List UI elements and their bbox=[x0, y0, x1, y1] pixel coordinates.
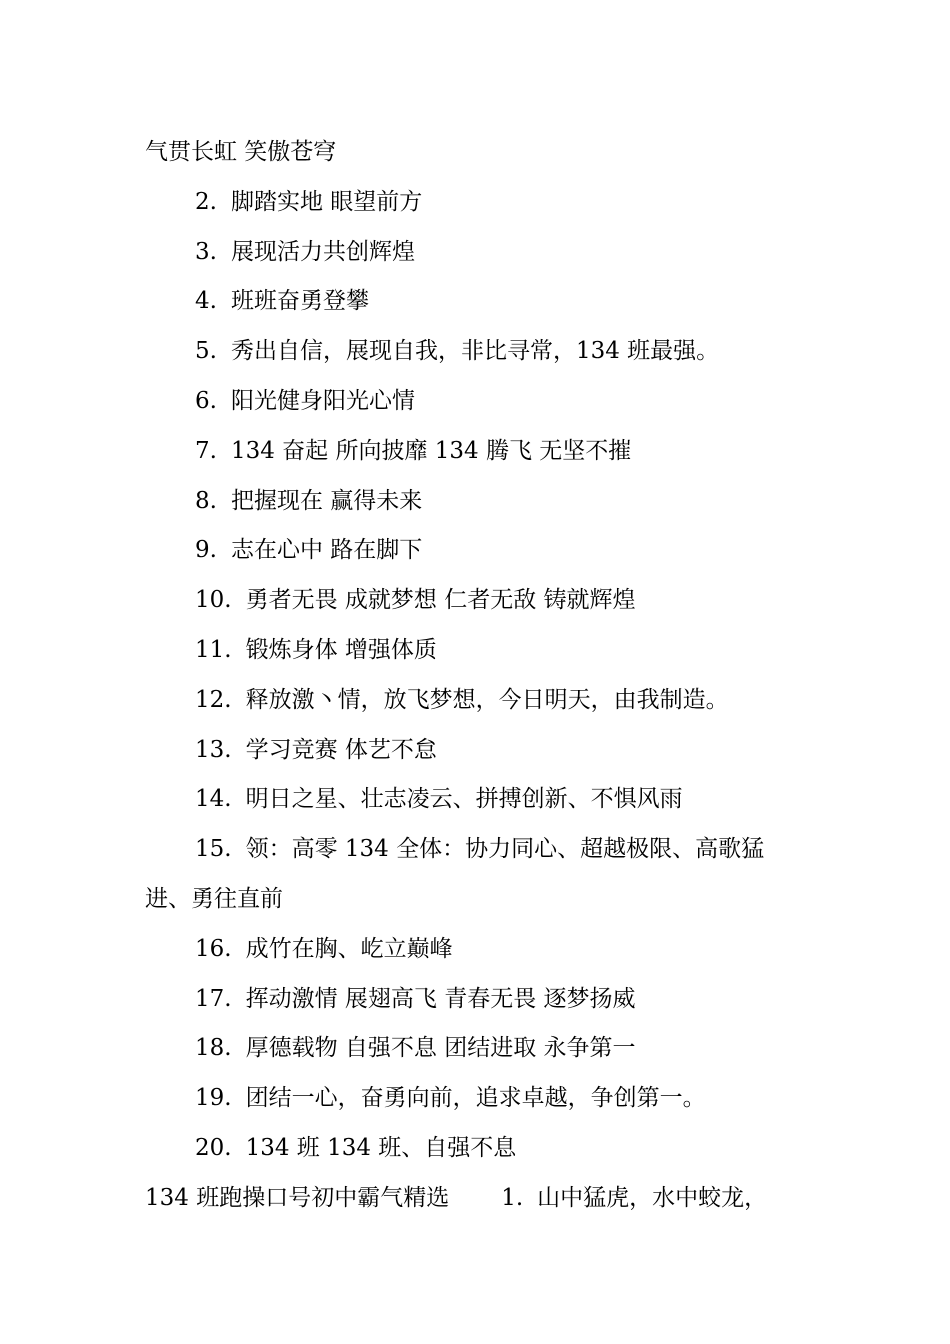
list-item-text: 释放激丶情，放飞梦想，今日明天，由我制造。 bbox=[245, 686, 729, 713]
list-item-number: 2. bbox=[195, 188, 217, 215]
list-item-text: 班班奋勇登攀 bbox=[230, 288, 369, 315]
list-item-text: 阳光健身阳光心情 bbox=[230, 387, 415, 414]
list-item-text: 学习竞赛 体艺不怠 bbox=[245, 736, 437, 763]
list-item-text: 成竹在胸、屹立巅峰 bbox=[245, 935, 453, 962]
list-item-text: 134 奋起 所向披靡 134 腾飞 无坚不摧 bbox=[230, 437, 632, 464]
list-item bbox=[145, 427, 825, 477]
list-item bbox=[145, 1124, 825, 1174]
list-item bbox=[145, 676, 825, 726]
list-item-number: 13. bbox=[195, 736, 232, 763]
slogan-list bbox=[145, 178, 825, 1174]
list-item-number: 4. bbox=[195, 288, 217, 315]
list-item bbox=[145, 1074, 825, 1124]
list-item bbox=[145, 975, 825, 1025]
list-item bbox=[145, 1024, 825, 1074]
first-line: 气贯长虹 笑傲苍穹 bbox=[145, 139, 337, 165]
list-item-number: 11. bbox=[195, 636, 232, 663]
list-item-number: 12. bbox=[195, 686, 232, 713]
list-item bbox=[145, 626, 825, 676]
list-item bbox=[145, 178, 825, 228]
list-item-text: 厚德载物 自强不息 团结进取 永争第一 bbox=[245, 1035, 636, 1062]
list-item bbox=[145, 477, 825, 527]
list-item-text: 领：高零 134 全体：协力同心、超越极限、高歌猛 bbox=[245, 836, 765, 863]
next-item-text: 山中猛虎，水中蛟龙， bbox=[537, 1184, 768, 1211]
list-item-number: 18. bbox=[195, 1035, 232, 1062]
list-item-text: 挥动激情 展翅高飞 青春无畏 逐梦扬威 bbox=[245, 985, 636, 1012]
list-item-text: 锻炼身体 增强体质 bbox=[245, 636, 437, 663]
list-item-number: 3. bbox=[195, 238, 217, 265]
list-item-text: 展现活力共创辉煌 bbox=[230, 238, 415, 265]
list-item bbox=[145, 377, 825, 427]
list-item-number: 17. bbox=[195, 985, 232, 1012]
list-item-text: 秀出自信，展现自我，非比寻常，134 班最强。 bbox=[230, 338, 720, 365]
footer-line bbox=[145, 1174, 825, 1224]
list-item bbox=[145, 775, 825, 825]
list-item-number: 19. bbox=[195, 1085, 232, 1112]
list-item bbox=[145, 228, 825, 278]
list-item bbox=[145, 327, 825, 377]
list-item bbox=[145, 526, 825, 576]
list-item bbox=[145, 576, 825, 626]
list-item bbox=[145, 825, 825, 875]
list-item-continuation: 进、勇往直前 bbox=[145, 885, 283, 912]
list-item-text: 134 班 134 班、自强不息 bbox=[245, 1134, 517, 1161]
list-item-text: 勇者无畏 成就梦想 仁者无敌 铸就辉煌 bbox=[245, 587, 636, 614]
document-body bbox=[145, 128, 825, 1224]
list-item-number: 14. bbox=[195, 786, 232, 813]
list-item-number: 9. bbox=[195, 537, 217, 564]
list-item-number: 8. bbox=[195, 487, 217, 514]
list-item-number: 16. bbox=[195, 935, 232, 962]
list-item-text: 志在心中 路在脚下 bbox=[230, 537, 423, 564]
list-item-number: 6. bbox=[195, 387, 217, 414]
list-item-number: 7. bbox=[195, 437, 217, 464]
list-item-number: 5. bbox=[195, 338, 217, 365]
list-item bbox=[145, 277, 825, 327]
list-item-number: 10. bbox=[195, 587, 232, 614]
section-title: 134 班跑操口号初中霸气精选 bbox=[145, 1184, 450, 1211]
list-item-text: 团结一心，奋勇向前，追求卓越，争创第一。 bbox=[245, 1085, 706, 1112]
list-item bbox=[145, 726, 825, 776]
next-item-number: 1. bbox=[501, 1184, 524, 1211]
next-item bbox=[501, 1174, 767, 1224]
list-item-number: 20. bbox=[195, 1134, 232, 1161]
list-item-text: 脚踏实地 眼望前方 bbox=[230, 188, 423, 215]
list-item-text: 把握现在 赢得未来 bbox=[230, 487, 423, 514]
list-item-number: 15. bbox=[195, 836, 232, 863]
list-item bbox=[145, 925, 825, 975]
list-item-text: 明日之星、壮志凌云、拼搏创新、不惧风雨 bbox=[245, 786, 683, 813]
